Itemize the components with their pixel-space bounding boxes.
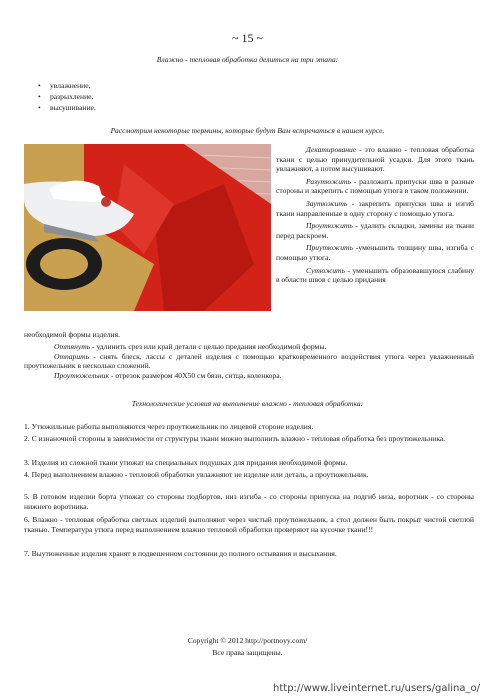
condition-item: 5. В готовом изделии борта утюжат со стороны подбортов, низ изгиба - со стороны припуска на подгиб низа, воротник - со стороны нижнего воротника.: [24, 492, 474, 511]
term-word: Проутюжить: [306, 221, 353, 231]
term-definition: Декатирование - это влажно - тепловая обработка ткани с целью принудительной усадки. Для этого ткань увлажняют, а потом высушивают. Разутюжить - разложить припуски шва в разные стороны и закрепить с помощью утюга в таком положении. Заутюжить - закрепить припуски шва и изгиб ткани направленные в одну сторону с помощью утюга. Проутюжить - удалить складки, замины на ткани перед раскроем. Приутюжить -уменьшить толщину шва, изгиба с помощью утюга. Сутюжить - уменьшить образовавшуюся слабину в области швов с целью придания: [276, 145, 474, 285]
copyright-line: Copyright © 2012 http://portnoyy.com/: [187, 636, 308, 645]
intro-line: Влажно - тепловая обработка делиться на три этапа:: [156, 55, 339, 64]
term-word: Проутюжельник: [54, 370, 110, 380]
list-item: • высушивание.: [38, 103, 96, 112]
term-word: Сутюжить: [306, 265, 345, 275]
term-word: Оттянуть: [54, 342, 91, 351]
conditions-title: Технологические условия на выполнение влажно - тепловая обработка:: [131, 399, 364, 408]
page-number: ~ 15 ~: [232, 31, 263, 45]
term-word: Декатирование: [306, 145, 357, 154]
list-item: • увлажнение,: [38, 81, 91, 90]
watermark-url: http://www.liveinternet.ru/users/galina_o/: [273, 683, 480, 694]
bullet-icon: •: [38, 103, 41, 112]
condition-item: 2. С изнаночной стороны в зависимости от структуры ткани можно выполнить влажно - тепловая обработка без проутюжельника.: [24, 434, 446, 443]
iron-photo: [24, 144, 271, 311]
bullet-icon: •: [38, 92, 41, 101]
condition-item: 6. Влажно - тепловая обработка светлых изделий выполняют через чистый проутюжельник, а стол должен быть покрыт чистой светлой тканью. Температура утюга перед выполнением влажно тепловой обработки проверяют на кусочке ткани!!!: [24, 515, 474, 534]
term-definition-continued: необходимой формы изделия.: [24, 330, 120, 339]
condition-item: 1. Утюжильные работы выполняются через проутюжельник по лицевой стороне изделия.: [24, 422, 314, 431]
term-definition: Оттянуть - удлинить срез или край детали с целью предания необходимой формы. Отпарить - снять блеск, лассы с деталей изделия с помощью кратковременного воздействия утюга через увлажненный проутюжельник в несколько сложений. Проутюжельник - отрезок размером 40Х50 см бязи, ситца, коленкора.: [24, 342, 474, 380]
iron-on-fabric-image: [24, 144, 271, 311]
term-word: Приутюжить: [306, 243, 353, 253]
condition-item: 3. Изделия из сложной ткани утюжат на специальных подушках для придания необходимой формы.: [24, 458, 348, 467]
condition-item: 7. Выутюженные изделия хранят в подвешенном состоянии до полного остывания и высыхания.: [24, 549, 337, 558]
bullet-icon: •: [38, 81, 41, 90]
term-word: Заутюжить: [306, 198, 348, 208]
list-item: • разрыхление,: [38, 92, 94, 101]
terms-intro: Рассмотрим некоторые термины, которые будут Вам встречаться в нашем курсе.: [110, 126, 385, 135]
term-word: Разутюжить: [306, 176, 351, 186]
term-word: Отпарить: [54, 351, 90, 361]
condition-item: 4. Перед выполнением влажно - тепловой обработки увлажняют не изделие или деталь, а проутюжельник.: [24, 470, 369, 479]
rights-line: Все права защищены.: [212, 648, 283, 657]
